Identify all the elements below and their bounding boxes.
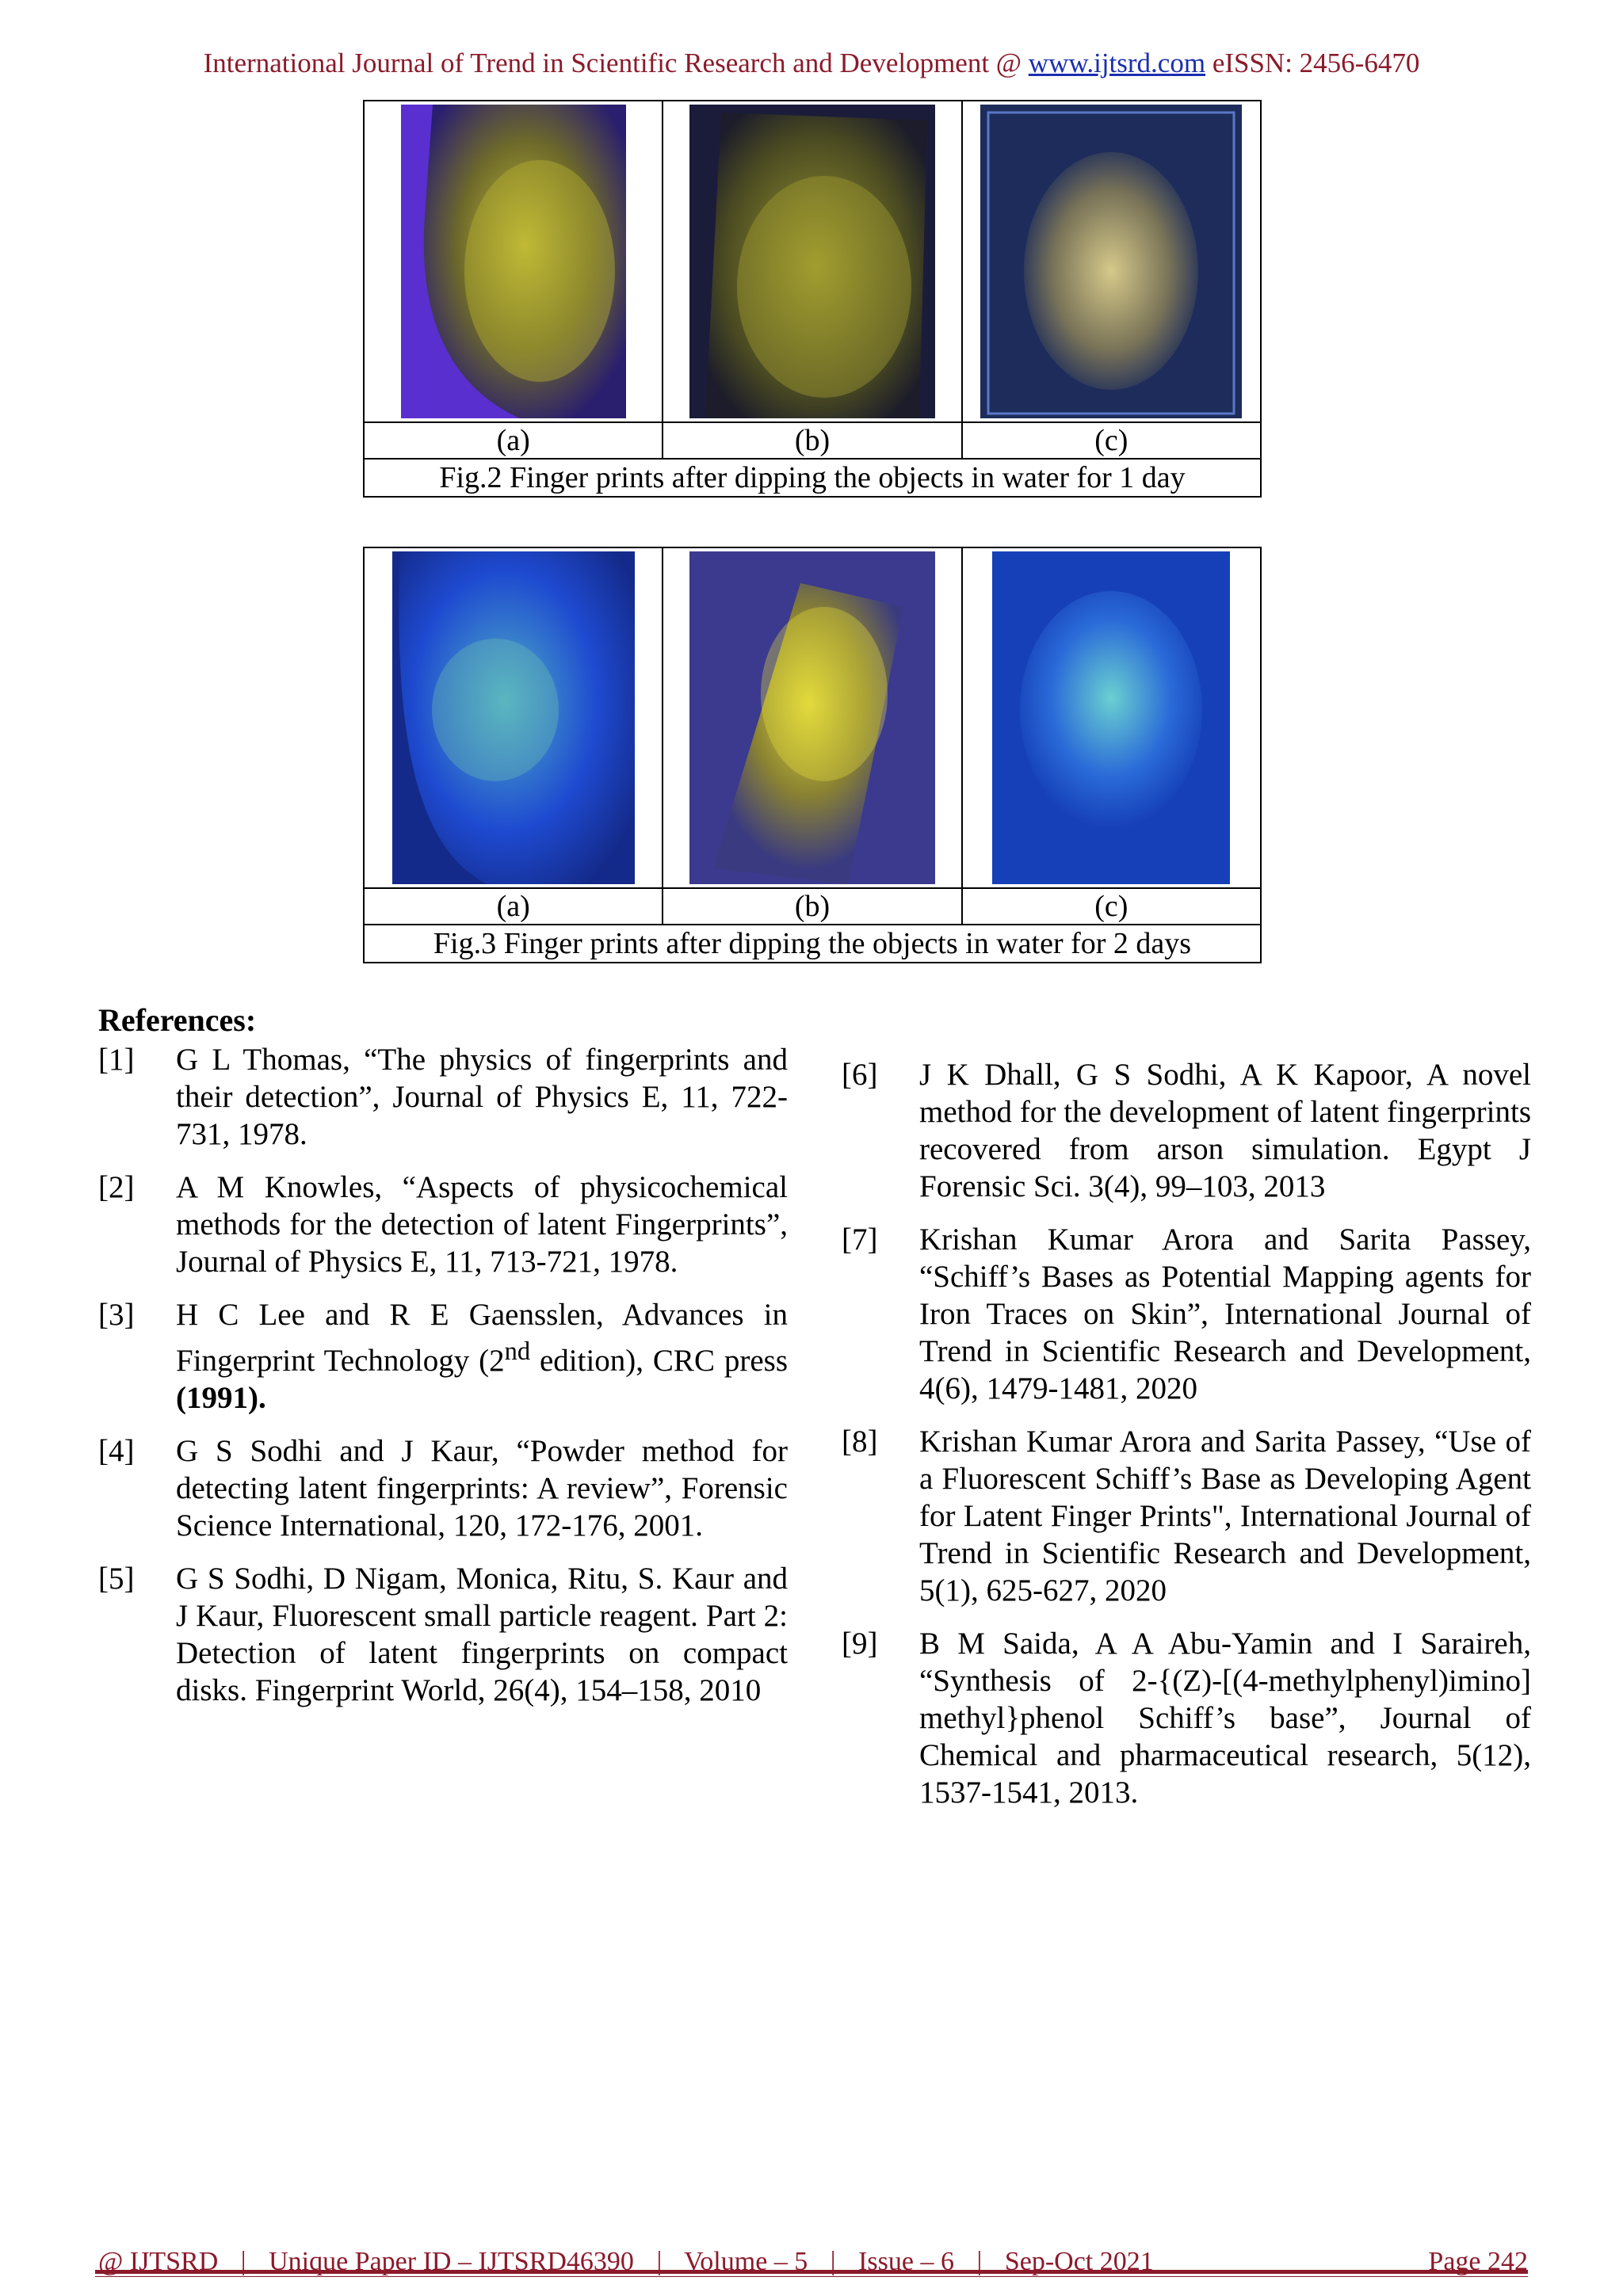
reference-text-part: H C Lee and R E Gaensslen, Advances in Fingerprint Technology (2 [176, 1298, 788, 1378]
fig2-photo-c [980, 105, 1242, 418]
reference-number: [3] [98, 1298, 135, 1332]
reference-item [98, 1296, 788, 1417]
fig2-photo-a [401, 105, 626, 418]
references-heading: References: [98, 1002, 257, 1038]
fig3-label-a: (a) [364, 888, 663, 925]
reference-item [842, 1221, 1531, 1407]
reference-number: [1] [98, 1043, 135, 1077]
fig2-photo-b [689, 105, 935, 418]
reference-number: [7] [842, 1222, 878, 1257]
reference-text: Krishan Kumar Arora and Sarita Passey, “Use of a Fluorescent Schiff’s Base as Developing Agent for Latent Finger Prints", International Journal of Trend in Scientific Research and Development, 5(1), 625-627, 2020 [919, 1425, 1531, 1608]
footer-separator: | [240, 2247, 246, 2276]
footer-date: Sep-Oct 2021 [1004, 2247, 1154, 2276]
references-right-column [842, 1056, 1531, 1827]
fig3-photo-a [392, 551, 635, 884]
reference-item [98, 1432, 788, 1544]
figure-3-table [363, 547, 1262, 963]
fig2-photo-cell-b [663, 101, 961, 422]
journal-url-link[interactable]: www.ijtsrd.com [1028, 48, 1206, 78]
reference-year-bold: (1991). [176, 1381, 266, 1415]
reference-text [176, 1296, 788, 1417]
fig2-label-c: (c) [962, 422, 1261, 459]
fig3-caption: Fig.3 Finger prints after dipping the objects in water for 2 days [364, 925, 1261, 963]
fig2-caption: Fig.2 Finger prints after dipping the objects in water for 1 day [364, 459, 1261, 497]
fig3-photo-cell-b [663, 547, 961, 888]
footer-page-number: Page 242 [1428, 2247, 1528, 2276]
reference-number: [9] [842, 1627, 878, 1661]
running-header [0, 48, 1623, 79]
reference-text: G S Sodhi and J Kaur, “Powder method for detecting latent fingerprints: A review”, Forensic Science International, 120, 172-176, 2001. [176, 1434, 788, 1543]
reference-text: B M Saida, A A Abu-Yamin and I Saraireh, “Synthesis of 2-{(Z)-[(4-methylphenyl)imino] methyl}phenol Schiff’s base”, Journal of Chemical and pharmaceutical research, 5(12), 1537-1541, 2013. [919, 1627, 1531, 1810]
reference-item [98, 1041, 788, 1153]
reference-number: [8] [842, 1425, 878, 1459]
fig2-photo-cell-c [962, 101, 1261, 422]
footer-paper-id: Unique Paper ID – IJTSRD46390 [269, 2247, 634, 2276]
fig3-photo-b [689, 551, 935, 884]
reference-number: [4] [98, 1434, 135, 1468]
footer-separator: | [976, 2247, 983, 2276]
footer-separator: | [830, 2247, 836, 2276]
references-left-column [98, 1041, 788, 1725]
reference-text: G L Thomas, “The physics of fingerprints and their detection”, Journal of Physics E, 11, 722-731, 1978. [176, 1043, 788, 1151]
reference-item [842, 1625, 1531, 1811]
reference-item [842, 1423, 1531, 1609]
reference-number: [2] [98, 1170, 135, 1204]
footer-issue: Issue – 6 [858, 2247, 954, 2276]
footer-separator: | [656, 2247, 663, 2276]
fig3-label-c: (c) [962, 888, 1261, 925]
header-journal-text: International Journal of Trend in Scientific Research and Development @ [203, 48, 1029, 78]
header-issn: eISSN: 2456-6470 [1205, 48, 1420, 78]
reference-number: [5] [98, 1562, 135, 1596]
footer-journal: @ IJTSRD [98, 2247, 219, 2276]
reference-superscript: nd [504, 1337, 531, 1366]
reference-text: A M Knowles, “Aspects of physicochemical methods for the detection of latent Fingerprints”, Journal of Physics E, 11, 713-721, 1978. [176, 1170, 788, 1279]
reference-text-part: edition), CRC press [530, 1344, 788, 1378]
fig3-photo-c [992, 551, 1230, 884]
fig2-photo-cell-a [364, 101, 663, 422]
reference-text: Krishan Kumar Arora and Sarita Passey, “Schiff’s Bases as Potential Mapping agents for Iron Traces on Skin”, International Journal of Trend in Scientific Research and Development, 4(6), 1479-1481, 2020 [919, 1222, 1531, 1405]
fig2-label-a: (a) [364, 422, 663, 459]
fig3-photo-cell-c [962, 547, 1261, 888]
footer-volume: Volume – 5 [684, 2247, 808, 2276]
fig3-label-b: (b) [663, 888, 961, 925]
reference-text: J K Dhall, G S Sodhi, A K Kapoor, A novel method for the development of latent fingerprints recovered from arson simulation. Egypt J Forensic Sci. 3(4), 99–103, 2013 [919, 1058, 1531, 1203]
figure-2-table [363, 100, 1262, 498]
fig2-label-b: (b) [663, 422, 961, 459]
running-footer [98, 2247, 1528, 2277]
reference-item [842, 1056, 1531, 1205]
reference-item [98, 1560, 788, 1709]
fig3-photo-cell-a [364, 547, 663, 888]
reference-item [98, 1169, 788, 1280]
reference-number: [6] [842, 1058, 878, 1092]
reference-text: G S Sodhi, D Nigam, Monica, Ritu, S. Kaur and J Kaur, Fluorescent small particle reagent. Part 2: Detection of latent fingerprints on compact disks. Fingerprint World, 26(4), 154–158, 2010 [176, 1562, 788, 1707]
